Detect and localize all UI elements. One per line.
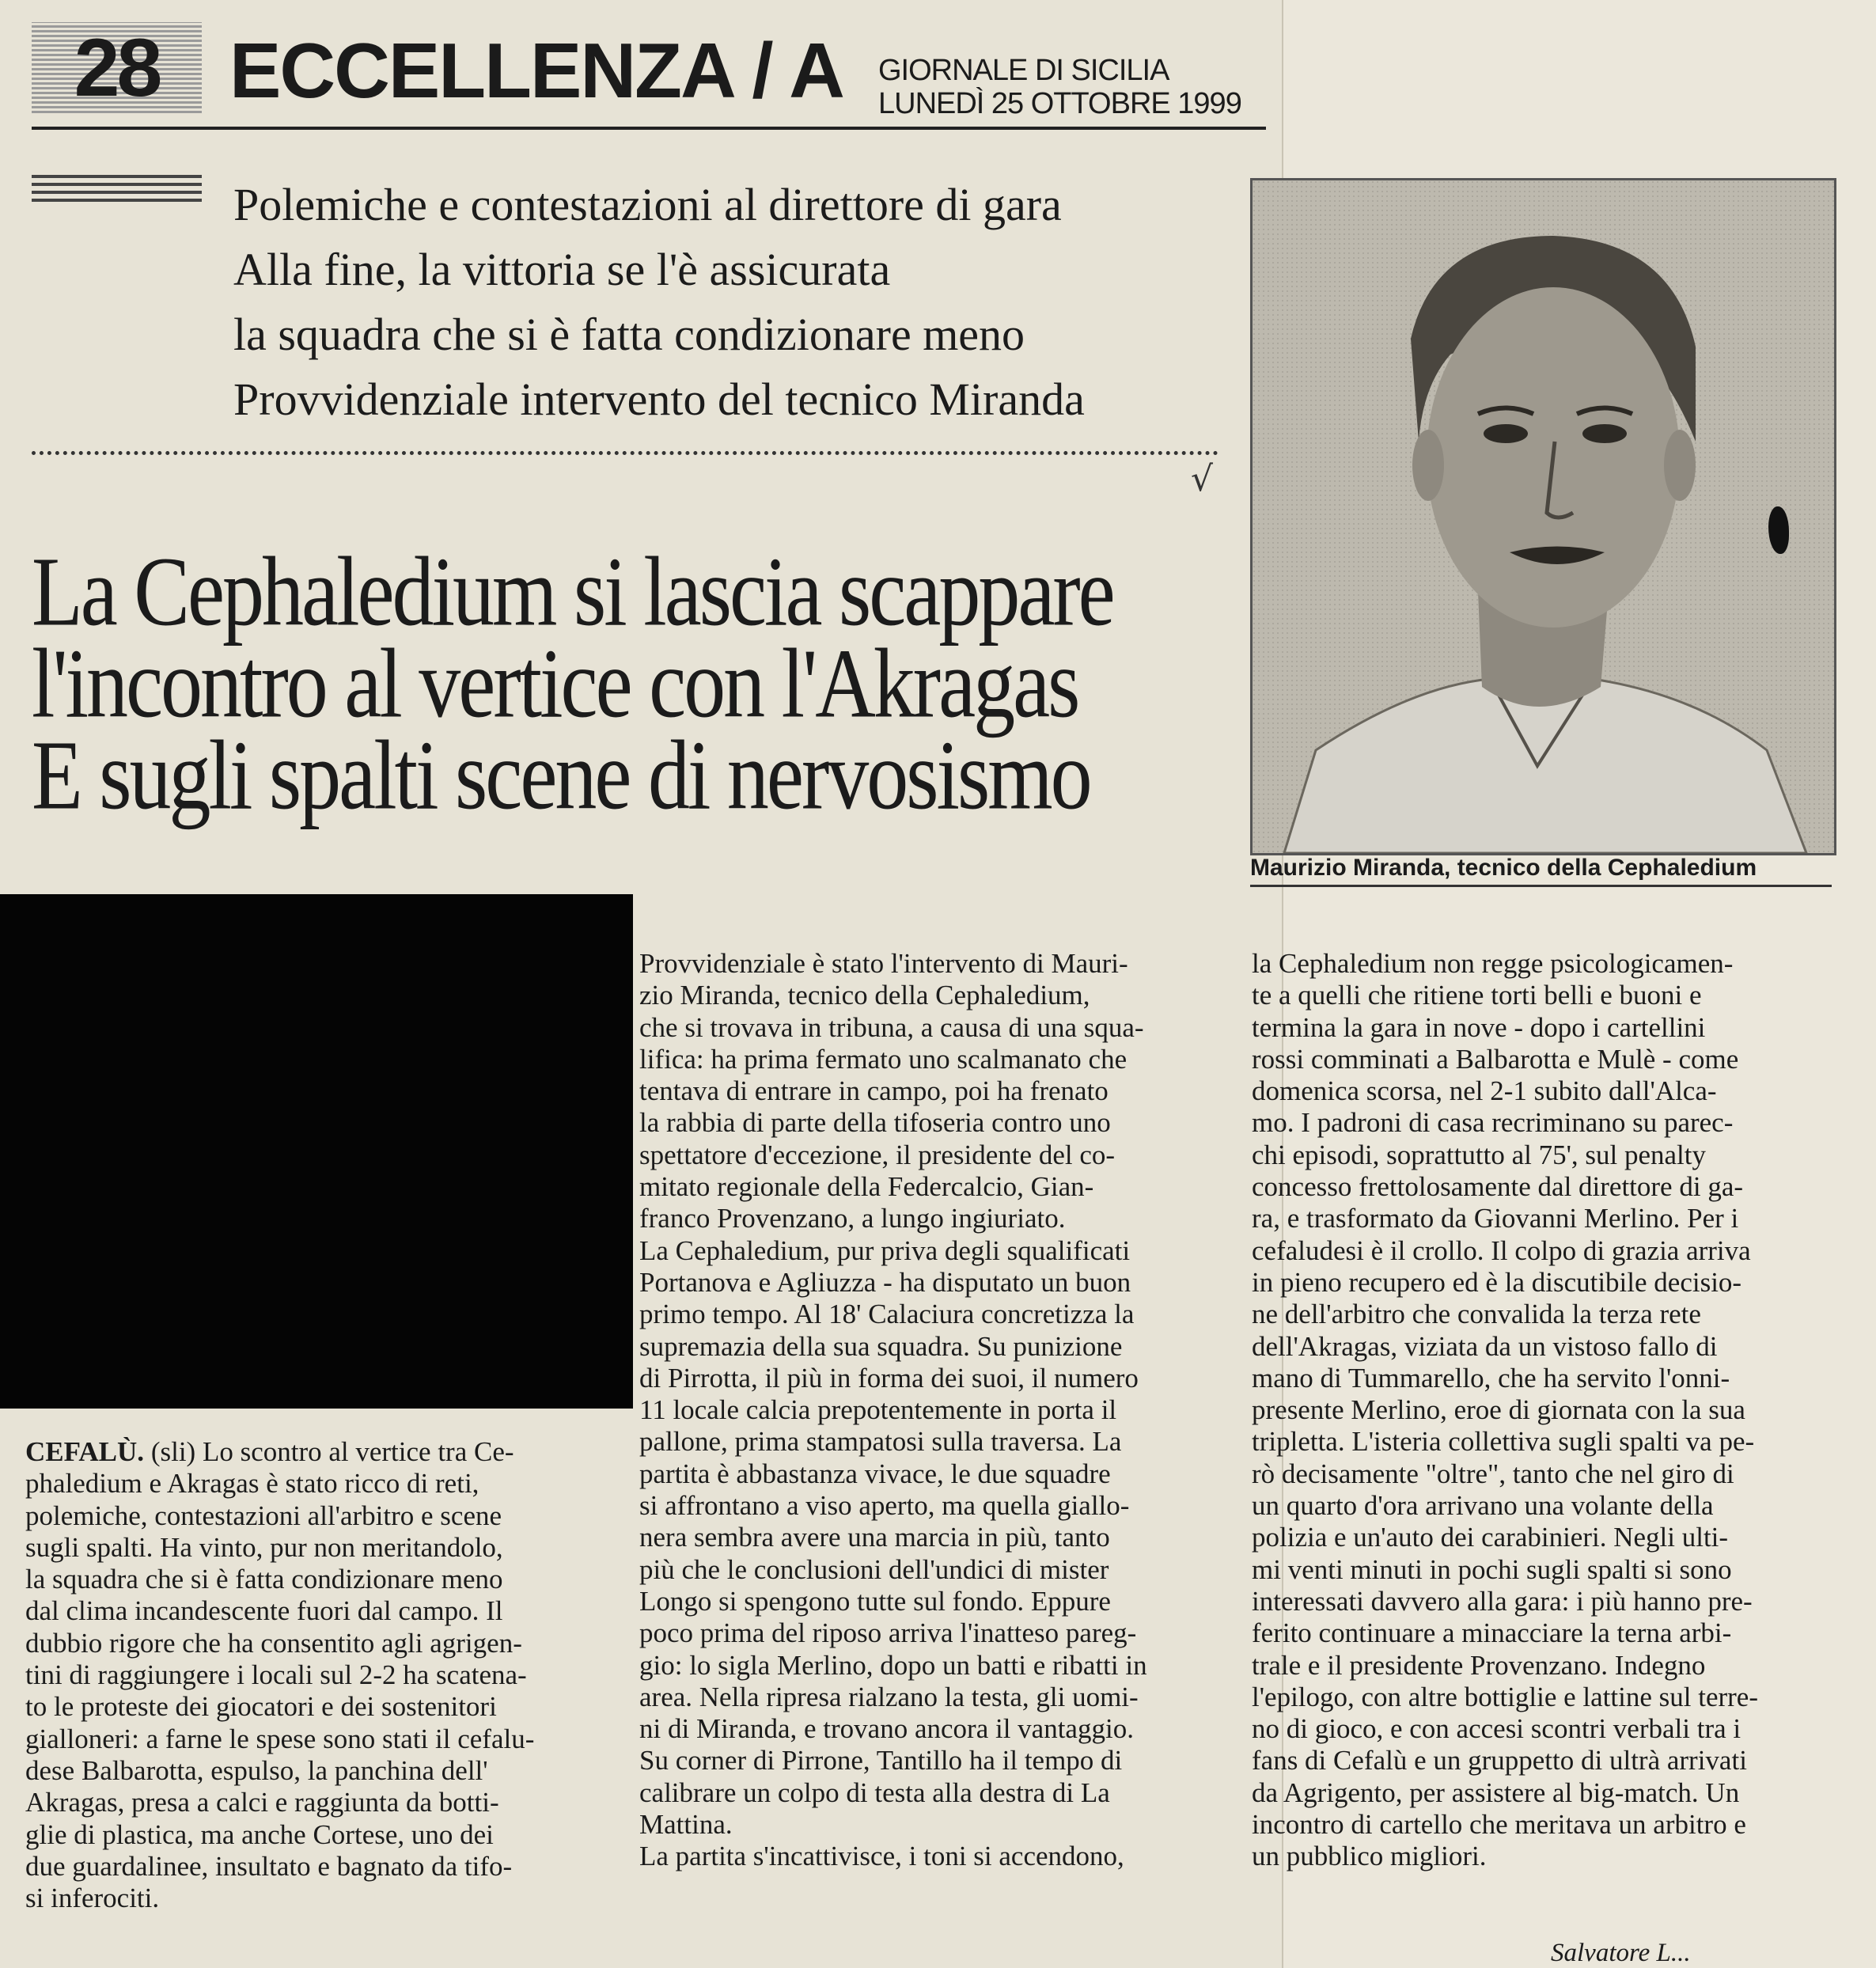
column-line: gialloneri: a farne le spese sono stati il cefalu- (25, 1723, 535, 1754)
column-line: polemiche, contestazioni all'arbitro e scene (25, 1500, 502, 1531)
column-line: di Pirrotta, il più in forma dei suoi, il numero (639, 1362, 1139, 1394)
column-line: un quarto d'ora arrivano una volante della (1252, 1490, 1714, 1522)
article-column-middle (639, 948, 1217, 1873)
headline-line: E sugli spalti scene di nervosismo (32, 720, 1090, 830)
column-line: domenica scorsa, nel 2-1 subito dall'Alca- (1252, 1075, 1717, 1107)
column-line: polizia e un'auto dei carabinieri. Negli ulti- (1252, 1522, 1729, 1553)
column-line: glie di plastica, ma anche Cortese, uno dei (25, 1818, 494, 1850)
column-line: Su corner di Pirrone, Tantillo ha il tempo di (639, 1745, 1123, 1777)
kicker-line: Polemiche e contestazioni al direttore di gara (233, 179, 1062, 230)
column-line: pallone, prima stampatosi sulla traversa. La (639, 1426, 1122, 1458)
portrait-illustration (1253, 180, 1834, 853)
kicker (233, 173, 1262, 432)
column-line: termina la gara in nove - dopo i cartellini (1252, 1011, 1706, 1043)
column-line-text: (sli) Lo scontro al vertice tra Ce- (144, 1436, 514, 1467)
column-line: incontro di cartello che meritava un arbitro e (1252, 1809, 1746, 1841)
kicker-bars (32, 170, 202, 202)
column-line: cefaludesi è il crollo. Il colpo di grazia arriva (1252, 1234, 1751, 1266)
newspaper-name: GIORNALE DI SICILIA (878, 54, 1169, 87)
column-line: l'epilogo, con altre bottiglie e lattine sul terre- (1252, 1681, 1758, 1712)
column-line: Portanova e Agliuzza - ha disputato un buon (639, 1266, 1131, 1298)
byline: Salvatore L... (1551, 1939, 1691, 1967)
column-line: tripletta. L'isteria collettiva sugli spalti va pe- (1252, 1426, 1755, 1458)
column-line: Akragas, presa a calci e raggiunta da botti- (25, 1787, 499, 1818)
column-line: due guardalinee, insultato e bagnato da tifo- (25, 1850, 513, 1882)
column-line: mi venti minuti in pochi sugli spalti si sono (1252, 1553, 1732, 1585)
dateline: CEFALÙ. (25, 1436, 145, 1467)
redacted-block (0, 894, 633, 1409)
column-line: zio Miranda, tecnico della Cephaledium, (639, 980, 1090, 1011)
column-line: calibrare un colpo di testa alla destra di La (639, 1777, 1110, 1808)
column-line: poco prima del riposo arriva l'inatteso pareg- (639, 1617, 1137, 1649)
column-line: La partita s'incattivisce, i toni si accendono, (639, 1841, 1124, 1872)
column-line: Longo si spengono tutte sul fondo. Eppure (639, 1585, 1111, 1617)
column-line: partita è abbastanza vivace, le due squadre (639, 1458, 1111, 1489)
header-rule (32, 127, 1266, 130)
column-line: franco Provenzano, a lungo ingiuriato. (639, 1203, 1066, 1234)
caption-rule (1250, 885, 1832, 887)
column-line: mano di Tummarello, che ha servito l'onni- (1252, 1362, 1730, 1394)
column-line: la rabbia di parte della tifoseria contro uno (639, 1107, 1111, 1139)
column-line: si affrontano a viso aperto, ma quella giallo- (639, 1490, 1130, 1522)
ink-stain (1768, 506, 1789, 554)
column-line: tini di raggiungere i locali sul 2-2 ha scatena- (25, 1659, 527, 1691)
column-line: nera sembra avere una marcia in più, tanto (639, 1522, 1110, 1553)
column-line: chi episodi, soprattutto al 75', sul penalty (1252, 1139, 1706, 1170)
column-line: presente Merlino, eroe di giornata con la sua (1252, 1394, 1745, 1426)
page-number: 28 (74, 21, 160, 114)
column-line: mitato regionale della Federcalcio, Gian- (639, 1171, 1094, 1203)
column-line: la Cephaledium non regge psicologicamen- (1252, 948, 1734, 979)
column-line: La Cephaledium, pur priva degli squalificati (639, 1234, 1131, 1266)
column-line: to le proteste dei giocatori e dei sostenitori (25, 1691, 497, 1723)
column-line: che si trovava in tribuna, a causa di una squa- (639, 1011, 1144, 1043)
column-line: la squadra che si è fatta condizionare meno (25, 1564, 503, 1595)
kicker-line: Provvidenziale intervento del tecnico Miranda (233, 374, 1085, 425)
column-line: ra, e trasformato da Giovanni Merlino. Per i (1252, 1203, 1739, 1234)
column-line: si inferociti. (25, 1883, 160, 1914)
column-line: tentava di entrare in campo, poi ha frenato (639, 1075, 1109, 1107)
column-line: gio: lo sigla Merlino, dopo un batti e ribatti in (639, 1649, 1147, 1681)
article-column-right (1252, 948, 1837, 1873)
column-line: 11 locale calcia prepotentemente in porta il (639, 1394, 1117, 1426)
column-line: concesso frettolosamente dal direttore di ga- (1252, 1171, 1744, 1203)
column-line: interessati davvero alla gara: i più hanno pre- (1252, 1585, 1753, 1617)
column-line: un pubblico migliori. (1252, 1841, 1487, 1872)
column-line (25, 1436, 627, 1468)
column-line: phaledium e Akragas è stato ricco di reti, (25, 1468, 479, 1500)
column-line: dell'Akragas, viziata da un vistoso fallo di (1252, 1330, 1718, 1362)
column-line: in pieno recupero ed è la discutibile decisio- (1252, 1266, 1742, 1298)
column-line: te a quelli che ritiene torti belli e buoni e (1252, 980, 1702, 1011)
column-line: mo. I padroni di casa recriminano su parec- (1252, 1107, 1734, 1139)
headline (32, 537, 1266, 830)
column-line: trale e il presidente Provenzano. Indegno (1252, 1649, 1706, 1681)
headline-line: La Cephaledium si lascia scappare (32, 537, 1113, 647)
column-line: rossi comminati a Balbarotta e Mulè - come (1252, 1043, 1739, 1075)
section-title: ECCELLENZA / A (229, 27, 843, 114)
headline-line: l'incontro al vertice con l'Akragas (32, 628, 1078, 738)
column-line: da Agrigento, per assistere al big-match. Un (1252, 1777, 1740, 1808)
column-line: sugli spalti. Ha vinto, pur non meritandolo, (25, 1531, 503, 1563)
portrait-photo (1250, 178, 1836, 855)
column-line: ne dell'arbitro che convalida la terza rete (1252, 1299, 1701, 1330)
article-column-left (25, 1436, 627, 1914)
column-line: fans di Cefalù e un gruppetto di ultrà arrivati (1252, 1745, 1747, 1777)
column-line: più che le conclusioni dell'undici di mister (639, 1553, 1109, 1585)
issue-date: LUNEDÌ 25 OTTOBRE 1999 (878, 87, 1241, 120)
column-line: no di gioco, e con accesi scontri verbali tra i (1252, 1713, 1741, 1745)
column-line: ni di Miranda, e trovano ancora il vantaggio. (639, 1713, 1134, 1745)
photo-caption: Maurizio Miranda, tecnico della Cephaledium (1250, 855, 1757, 881)
dotted-divider (32, 451, 1218, 455)
column-line: dal clima incandescente fuori dal campo. Il (25, 1595, 503, 1627)
column-line: lifica: ha prima fermato uno scalmanato che (639, 1043, 1127, 1075)
column-line: Mattina. (639, 1809, 733, 1841)
column-line: dese Balbarotta, espulso, la panchina dell' (25, 1754, 488, 1786)
handwritten-check-mark: √ (1191, 459, 1214, 499)
column-line: supremazia della sua squadra. Su punizione (639, 1330, 1123, 1362)
column-line: ferito continuare a minacciare la terna arbi- (1252, 1617, 1732, 1649)
column-line: spettatore d'eccezione, il presidente del co- (639, 1139, 1116, 1170)
kicker-line: la squadra che si è fatta condizionare meno (233, 309, 1025, 360)
column-line: primo tempo. Al 18' Calaciura concretizza la (639, 1299, 1135, 1330)
page-number-box (32, 22, 202, 113)
column-line: rò decisamente "oltre", tanto che nel giro di (1252, 1458, 1734, 1489)
column-line: Provvidenziale è stato l'intervento di Mauri- (639, 948, 1128, 979)
kicker-line: Alla fine, la vittoria se l'è assicurata (233, 244, 891, 295)
column-line: dubbio rigore che ha consentito agli agrigen- (25, 1627, 522, 1659)
column-line: area. Nella ripresa rialzano la testa, gli uomi- (639, 1681, 1139, 1712)
